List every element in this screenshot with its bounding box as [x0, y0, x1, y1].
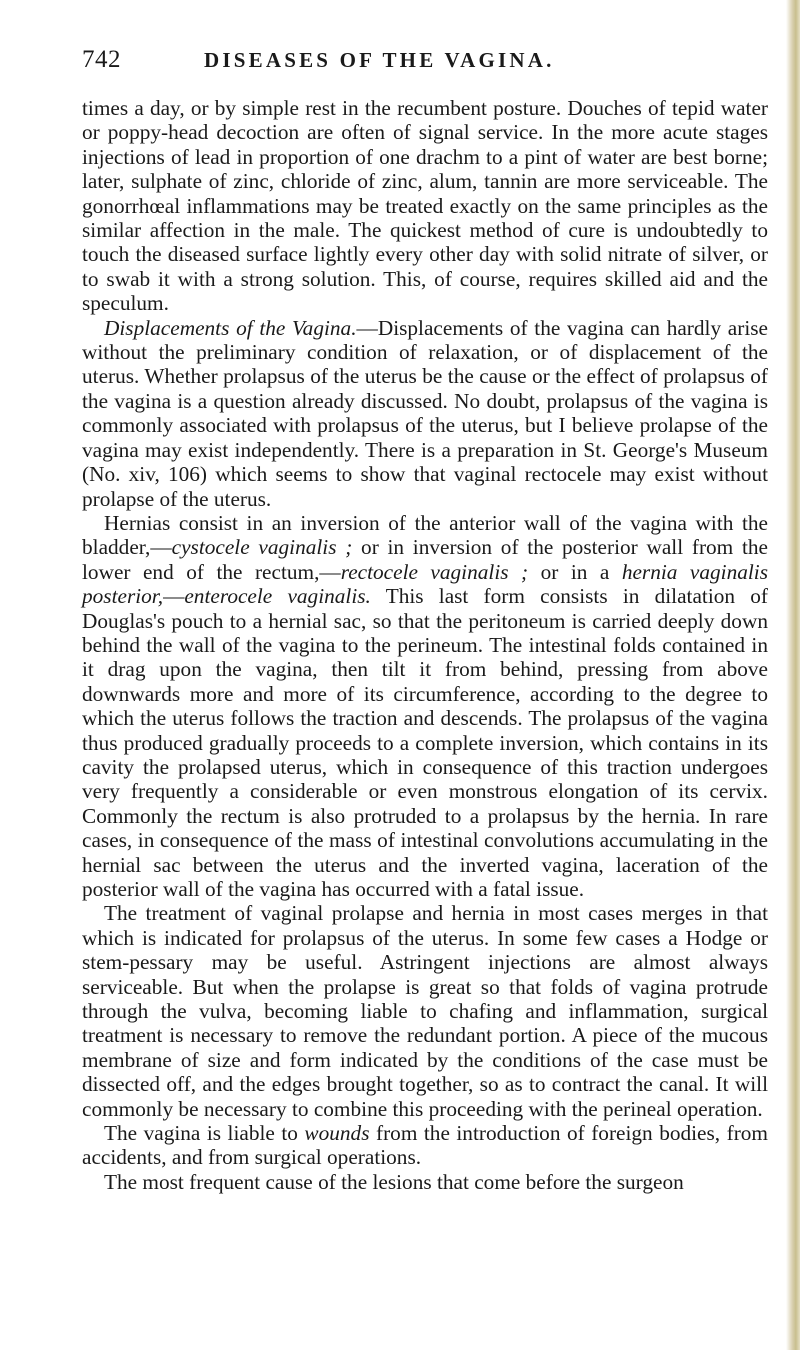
paragraph-wounds	[82, 1121, 768, 1170]
paragraph-displacements-text: —Displacements of the vagina can hardly arise without the preliminary condition of relaxation, or of displacement of the uterus. Whether prolapsus of the uterus be the cause or the effect of prolapsus of the vagina is a question already discussed. No doubt, prolapsus of the vagina is commonly associated with prolapsus of the uterus, but I believe prolapse of the vagina may exist independently. There is a preparation in St. George's Museum (No. xiv, 106) which seems to show that vaginal rectocele may exist without prolapse of the uterus.	[82, 315, 768, 511]
hernias-text-3: or in a	[528, 559, 622, 584]
hernias-text-2: or in inversion of the posterior wall from the lower end of the rectum,—	[82, 535, 768, 584]
hernias-text-1: Hernias consist in an inversion of the anterior wall of the vagina with the bladder,—	[82, 510, 768, 560]
wounds-text-1: The vagina is liable to	[104, 1121, 305, 1146]
term-wounds: wounds	[304, 1121, 370, 1146]
paragraph-displacements	[82, 316, 768, 511]
page-edge-shadow	[786, 0, 800, 1350]
paragraph-lesions: The most frequent cause of the lesions that come before the surgeon	[104, 1169, 684, 1194]
paragraph-hernias	[82, 511, 768, 902]
body-text	[82, 96, 768, 1194]
term-cystocele: cystocele vaginalis ;	[171, 535, 353, 560]
hernias-dash: —	[163, 584, 185, 609]
page-header	[82, 46, 768, 78]
term-rectocele: rectocele vaginalis ;	[340, 559, 529, 584]
hernias-text-4: This last form consists in dilatation of Douglas's pouch to a hernial sac, so that the peritoneum is carried deeply down behind the wall of the vagina to the perineum. The intestinal folds contained in it drag upon the vagina, then tilt it from behind, pressing from above downwards more and more of its circumference, according to the degree to which the uterus follows the traction and descends. The prolapsus of the vagina thus produced gradually proceeds to a complete inversion, which contains in its cavity the prolapsed uterus, which in consequence of this traction undergoes very frequently a considerable or even monstrous elongation of its cervix. Commonly the rectum is also protruded to a prolapsus by the hernia. In rare cases, in consequence of the mass of intestinal convolutions accumulating in the hernial sac between the uterus and the inverted vagina, laceration of the posterior wall of the vagina has occurred with a fatal issue.	[82, 584, 768, 901]
page-number: 742	[82, 46, 121, 73]
term-enterocele: enterocele vaginalis.	[184, 584, 371, 609]
paragraph-treatment-prolapse: The treatment of vaginal prolapse and hernia in most cases merges in that which is indicated for prolapsus of the uterus. In some few cases a Hodge or stem-pessary may be useful. Astringent injections are almost always serviceable. But when the prolapse is great so that folds of vagina protrude through the vulva, becoming liable to chafing and inflammation, surgical treatment is necessary to remove the redundant portion. A piece of the mucous membrane of size and form indicated by the conditions of the case must be dissected off, and the edges brought together, so as to contract the canal. It will commonly be necessary to combine this proceeding with the perineal operation.	[82, 901, 768, 1121]
section-heading-displacements: Displacements of the Vagina.	[104, 315, 357, 340]
term-hernia-posterior: hernia vaginalis posterior,	[82, 559, 769, 609]
running-head: DISEASES OF THE VAGINA.	[204, 48, 555, 72]
paragraph-treatment-continued: times a day, or by simple rest in the recumbent posture. Douches of tepid water or poppy-head decoction are often of signal service. In the more acute stages injections of lead in proportion of one drachm to a pint of water are best borne; later, sulphate of zinc, chloride of zinc, alum, tannin are more serviceable. The gonorrhœal inflammations may be treated exactly on the same principles as the similar affection in the male. The quickest method of cure is undoubtedly to touch the diseased surface lightly every other day with solid nitrate of silver, or to swab it with a strong solution. This, of course, requires skilled aid and the speculum.	[82, 96, 768, 316]
wounds-text-2: from the introduction of foreign bodies, from accidents, and from surgical operations.	[82, 1121, 769, 1170]
